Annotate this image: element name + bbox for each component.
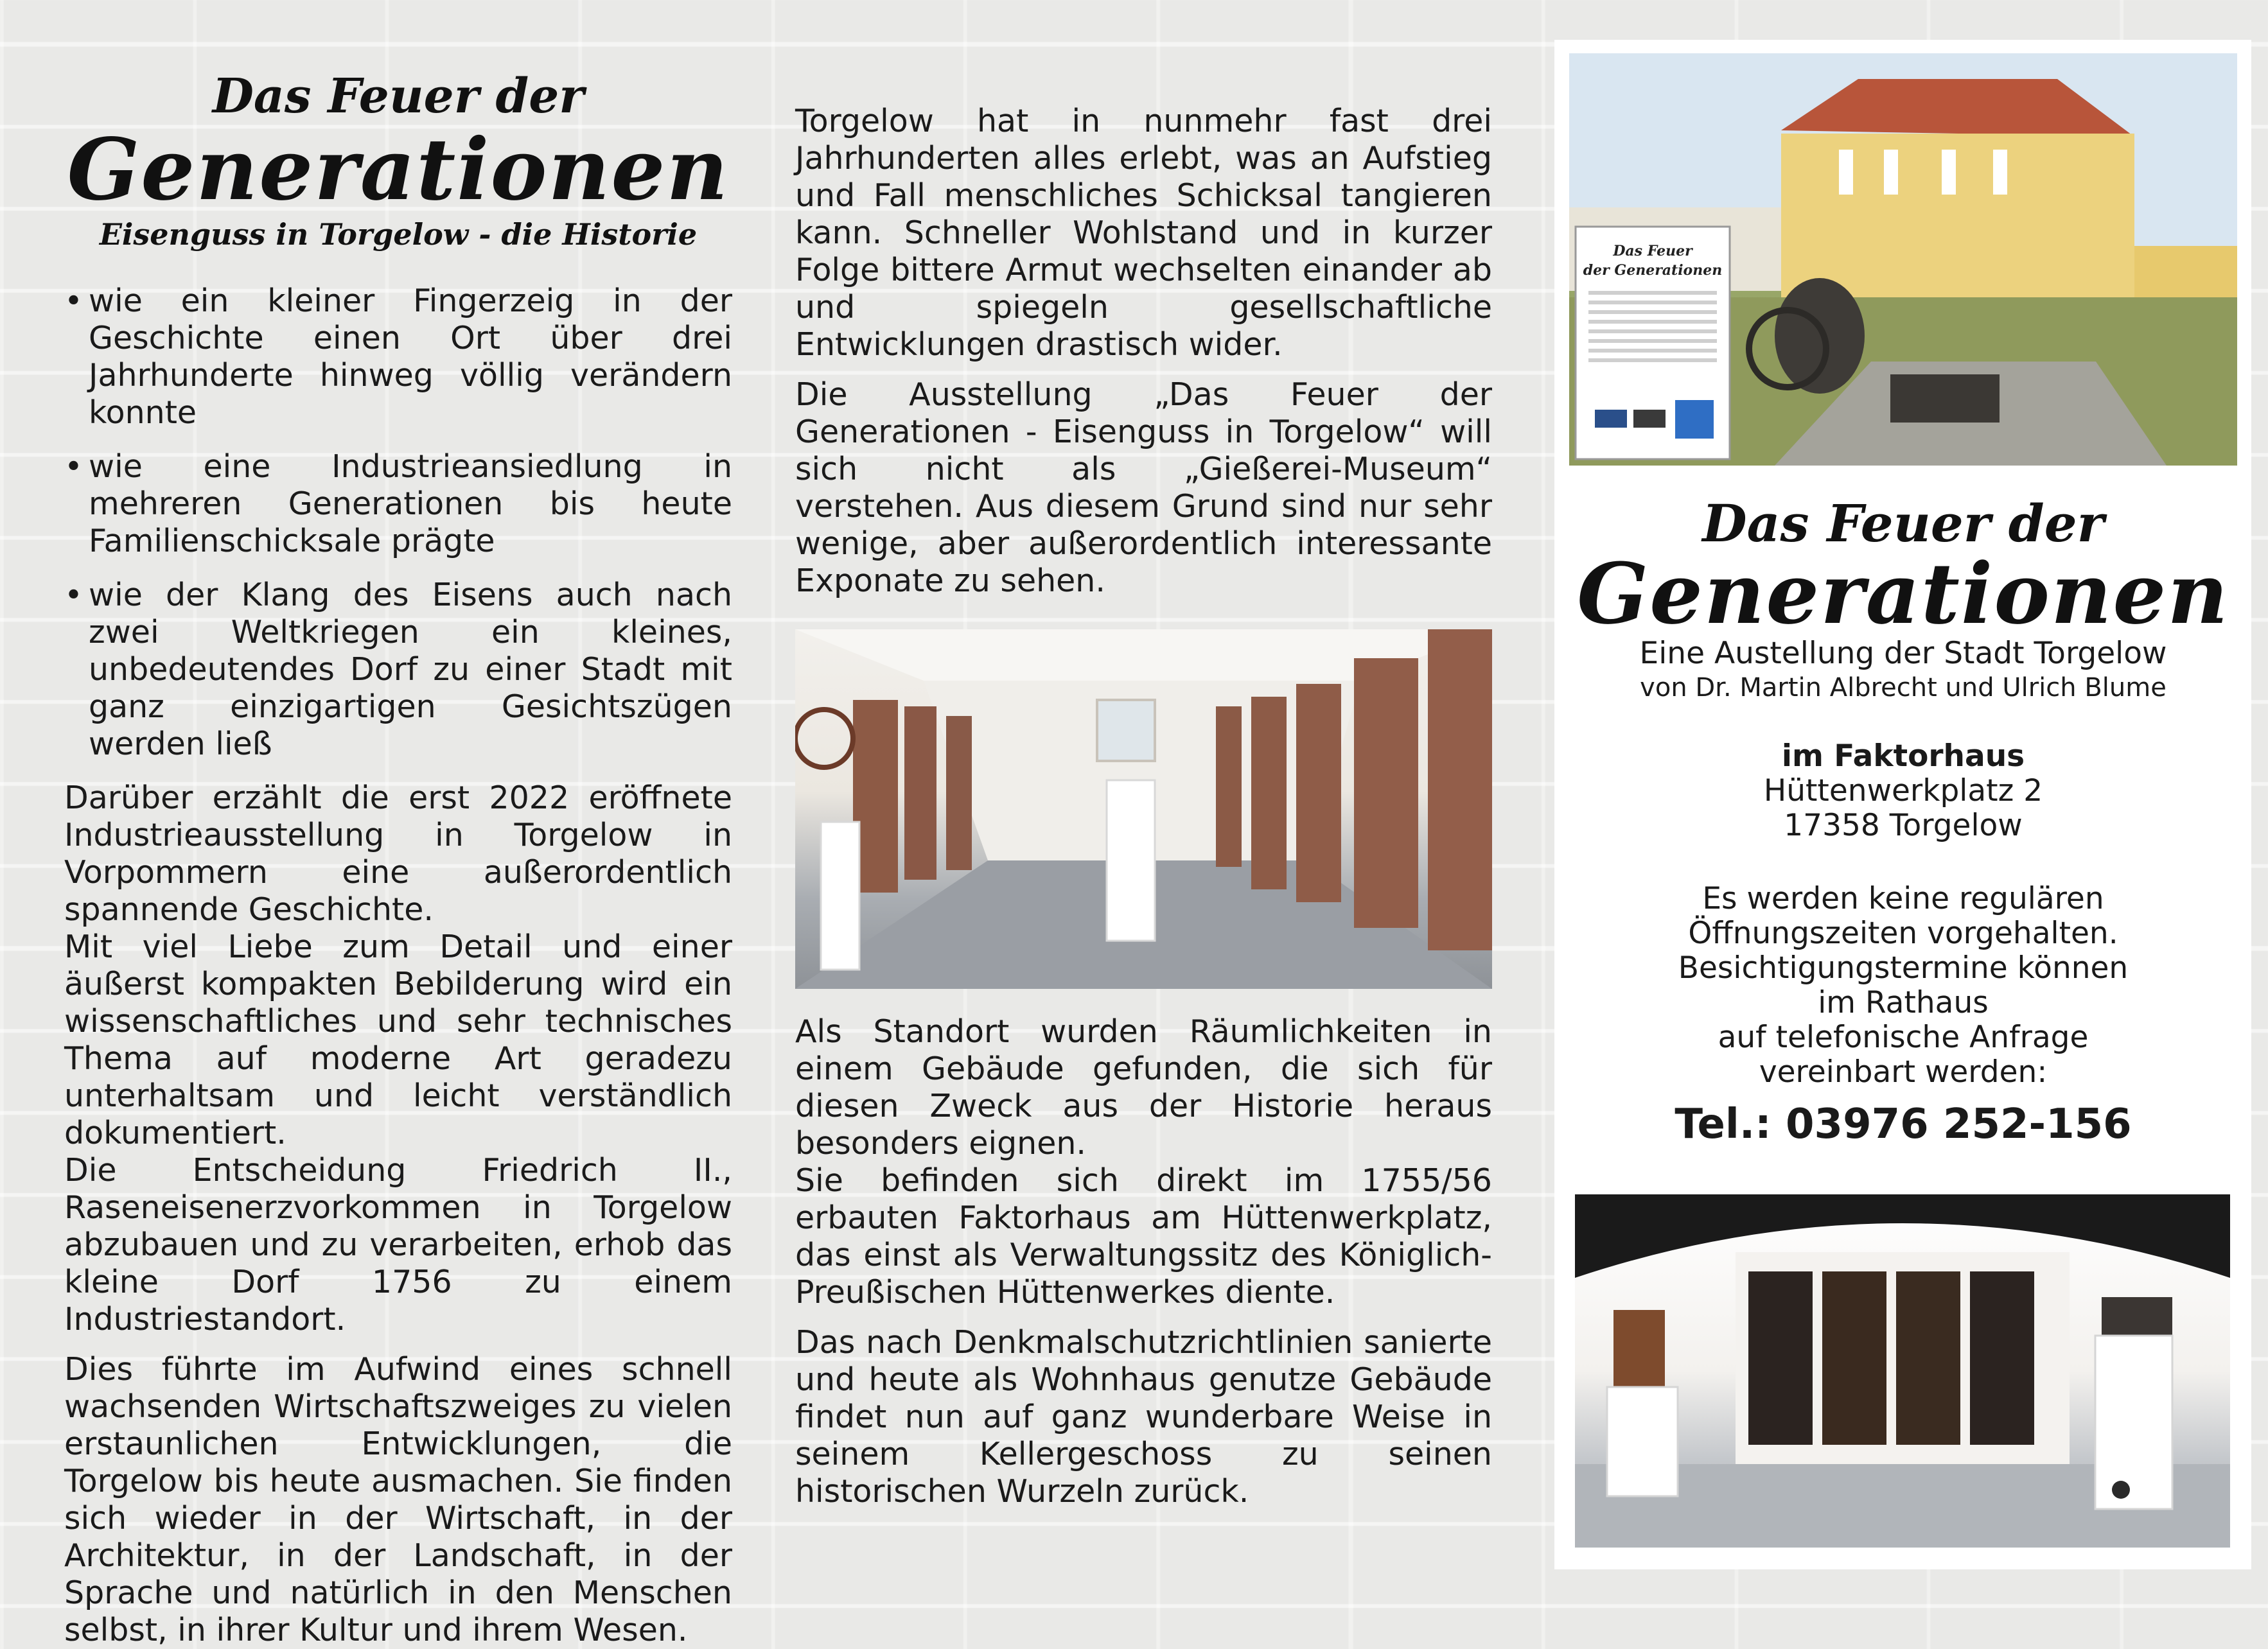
middle-column-bottom	[795, 1013, 1492, 1510]
middle-paragraph: Sie befinden sich direkt im 1755/56 erbauten Faktorhaus am Hüttenwerkplatz, das einst als Verwaltungssitz des Königlich-Preußischen Hüttenwerkes diente.	[795, 1162, 1492, 1311]
cellar-illustration	[1575, 1194, 2230, 1548]
left-paragraph: Darüber erzählt die erst 2022 eröffnete Industrieausstellung in Torgelow in Vorpommern eine außerordentlich spannende Geschichte.	[64, 780, 732, 928]
middle-paragraph: Die Ausstellung „Das Feuer der Generationen - Eisenguss in Torgelow“ will sich nicht als „Gießerei-Museum“ verstehen. Aus diesem Grund sind nur sehr wenige, aber außerordentlich interessante Exponate zu sehen.	[795, 376, 1492, 599]
location-city: 17358 Torgelow	[1784, 808, 2023, 843]
exhibition-authors: von Dr. Martin Albrecht und Ulrich Blume	[1640, 673, 2167, 702]
title-line-2: Generationen	[67, 120, 730, 220]
opening-hours-note	[1569, 882, 2237, 1090]
bullet-item: • wie der Klang des Eisens auch nach zwei Weltkriegen ein kleines, unbedeutendes Dorf zu einer Stadt mit ganz einzigartigen Gesichtszügen werden ließ	[64, 577, 732, 763]
left-paragraph: Dies führte im Aufwind eines schnell wachsenden Wirtschaftszweiges zu vielen erstaunlichen Entwicklungen, die Torgelow bis heute ausmachen. Sie finden sich wieder in der Wirtschaft, in der Architektur, in der Landschaft, in der Sprache und natürlich in den Menschen selbst, in ihrer Kultur und ihrem Wesen.	[64, 1351, 732, 1648]
middle-column-top	[795, 103, 1492, 600]
left-column	[64, 67, 732, 1649]
left-title	[64, 67, 732, 254]
poster-title-line-1: Das Feuer	[1613, 243, 1692, 259]
middle-paragraph: Das nach Denkmalschutzrichtlinien sanierte und heute als Wohnhaus genutze Gebäude findet nun auf ganz wunderbare Weise in seinem Kellergeschoss zu seinen historischen Wurzeln zurück.	[795, 1324, 1492, 1510]
left-paragraph: Die Entscheidung Friedrich II., Raseneisenerzvorkommen in Torgelow abzubauen und zu verarbeiten, erhob das kleine Dorf 1756 zu einem Industriestandort.	[64, 1152, 732, 1338]
hours-line: Besichtigungstermine können	[1678, 950, 2129, 986]
telephone-number: Tel.: 03976 252-156	[1675, 1101, 2132, 1148]
hours-line: Öffnungszeiten vorgehalten.	[1688, 916, 2118, 951]
bullet-item: • wie ein kleiner Fingerzeig in der Geschichte einen Ort über drei Jahrhunderte hinweg völlig verändern konnte	[64, 283, 732, 432]
middle-paragraph: Als Standort wurden Räumlichkeiten in einem Gebäude gefunden, die sich für diesen Zweck aus der Historie heraus besonders eignen.	[795, 1013, 1492, 1162]
hours-line: vereinbart werden:	[1759, 1054, 2048, 1090]
left-paragraph: Mit viel Liebe zum Detail und einer äußerst kompakten Bebilderung wird ein wissenschaftliches und sehr technisches Thema auf moderne Art geradezu unterhaltsam und leicht verständlich dokumentiert.	[64, 929, 732, 1151]
right-title-line-1: Das Feuer der	[1702, 493, 2104, 554]
hours-line: auf telefonische Anfrage	[1718, 1020, 2089, 1055]
exhibition-corridor-photo	[795, 629, 1492, 989]
cellar-exhibition-photo	[1575, 1194, 2230, 1548]
hours-line: im Rathaus	[1818, 985, 1989, 1020]
bullet-list	[64, 283, 732, 763]
location-title: im Faktorhaus	[1781, 738, 2025, 774]
exhibition-subtitle: Eine Austellung der Stadt Torgelow	[1639, 636, 2167, 671]
right-text-block	[1569, 494, 2237, 1150]
faktorhaus-building-photo	[1569, 53, 2237, 466]
title-subtitle: Eisenguss in Torgelow - die Historie	[99, 217, 698, 252]
right-title-line-2: Generationen	[1577, 545, 2229, 643]
location-street: Hüttenwerkplatz 2	[1763, 773, 2043, 808]
building-illustration	[1569, 53, 2237, 466]
hours-line: Es werden keine regulären	[1702, 881, 2104, 916]
corridor-illustration	[795, 629, 1492, 989]
bullet-item: • wie eine Industrieansiedlung in mehreren Generationen bis heute Familienschicksale prägte	[64, 448, 732, 560]
title-line-1: Das Feuer der	[212, 69, 585, 124]
poster-title-line-2: der Generationen	[1583, 262, 1723, 279]
middle-paragraph: Torgelow hat in nunmehr fast drei Jahrhunderten alles erlebt, was an Aufstieg und Fall menschliches Schicksal tangieren kann. Schneller Wohlstand und in kurzer Folge bittere Armut wechselten einander ab und spiegeln gesellschaftliche Entwicklungen drastisch wider.	[795, 103, 1492, 363]
